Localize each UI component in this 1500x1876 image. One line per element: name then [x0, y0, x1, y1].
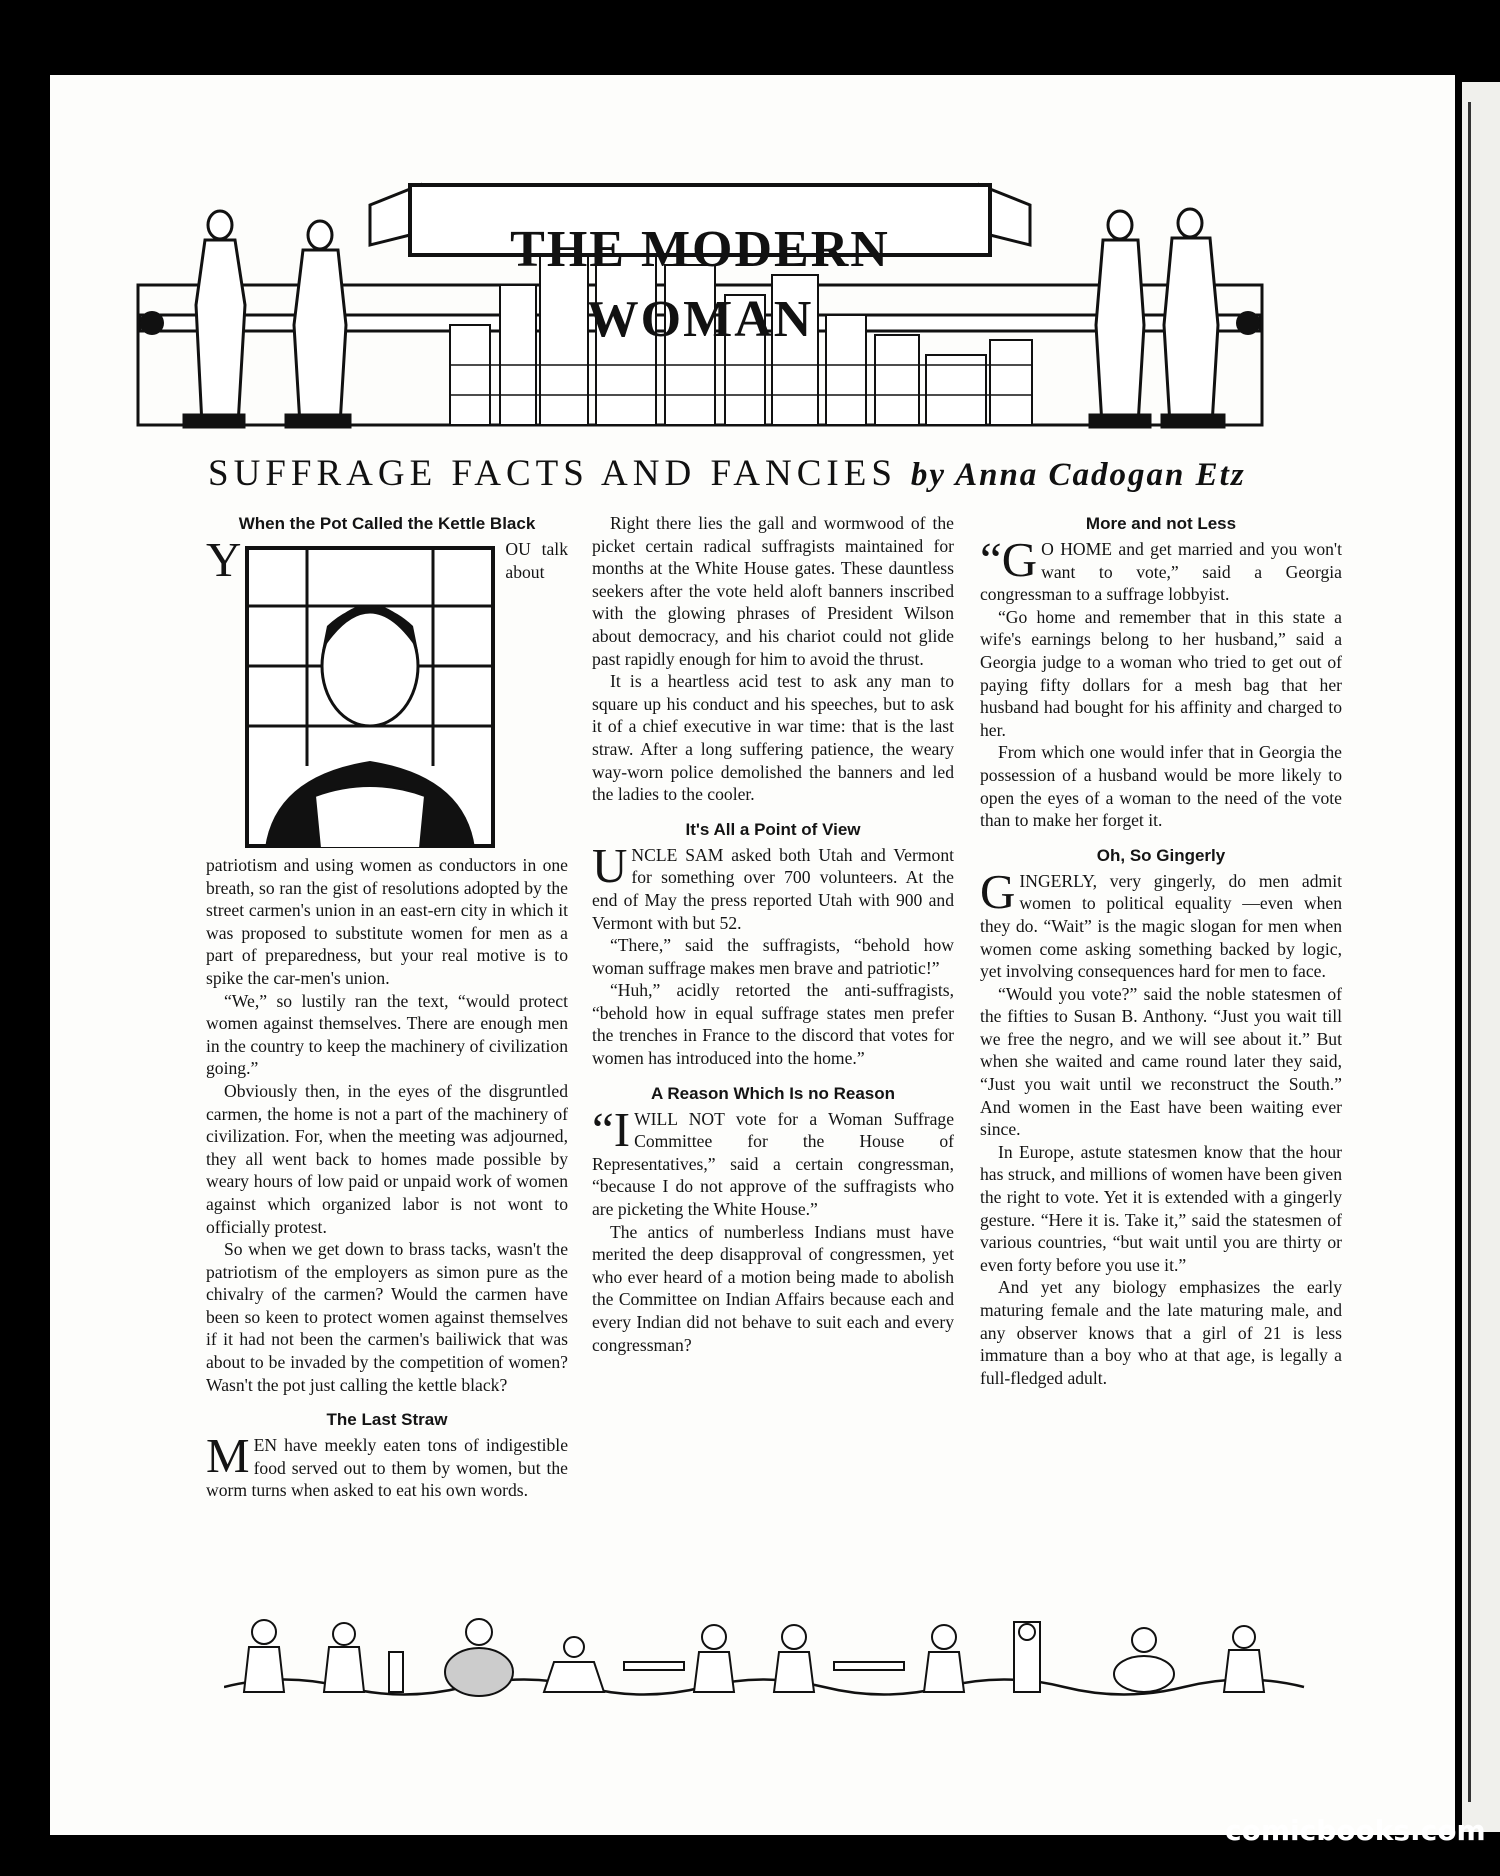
drop-cap: G	[980, 863, 1016, 919]
paragraph: It is a heartless acid test to ask any man to square up his conduct and his speeches, but to ask it of a chief executive in war time: that is the last straw. After a long suffering patience, the weary way-worn police demolished the banners and led the ladies to the cooler.	[592, 671, 954, 805]
paragraph-text: NCLE SAM asked both Utah and Vermont for something over 700 volunteers. At the end of May the press reported Utah with 900 and Vermont with but 52.	[592, 844, 954, 933]
paragraph	[980, 863, 1342, 983]
section-heading: The Last Straw	[326, 1410, 448, 1430]
paragraph: “Go home and remember that in this state a wife's earnings belong to her husband,” said a Georgia judge to a woman who tried to get out of paying fifty dollars for a mesh bag that her husband had bought for his affinity and charged to her.	[980, 606, 1342, 740]
watermark: comicbooks.com	[1225, 1814, 1486, 1847]
drop-cap: M	[206, 1428, 250, 1484]
paragraph: So when we get down to brass tacks, wasn't the patriotism of the employers as simon pure as the chivalry of the carmen? Would the carmen have been so keen to protect women against themselves if it had not been the carmen's bailiwick that was about to be invaded by the competition of women? Wasn't the pot just calling the kettle black?	[206, 1239, 568, 1395]
column-3	[980, 512, 1342, 1389]
section-heading: A Reason Which Is no Reason	[650, 1083, 896, 1103]
masthead-title: THE MODERN WOMAN	[510, 221, 890, 348]
paragraph-text: EN have meekly eaten tons of indigestible food served out to them by women, but the worm turns when asked to eat his own words.	[206, 1435, 568, 1501]
paragraph: Obviously then, in the eyes of the disgruntled carmen, the home is not a part of the machinery of civilization. For, when the meeting was adjourned, they all went back to homes made possible by weary hours of low paid or unpaid work of women against which organized labor is not wont to officially protest.	[206, 1080, 568, 1237]
paragraph: In Europe, astute statesmen know that the hour has struck, and millions of women have been given the right to vote. Yet it is extended with a gingerly gesture. “Here it is. Take it,” said the statesmen of various countries, “but wait until you are thirty or even forty before you use it.”	[980, 1141, 1342, 1275]
paragraph: “Would you vote?” said the noble statesmen of the fifties to Susan B. Anthony. “Just you wait till we free the negro, and we will see about it.” But when she waited and came round later they said, “Just you wait until we reconstruct the South.” And women in the East have been waiting ever since.	[980, 983, 1342, 1140]
byline: by Anna Cadogan Etz	[910, 457, 1246, 493]
paragraph: The antics of numberless Indians must have merited the deep disapproval of congressmen, yet who ever heard of a motion being made to abolish the Committee on Indian Affairs because each and every Indian did not behave to suit each and every congressman?	[592, 1221, 954, 1355]
cartoon-strip-illustration	[224, 1592, 1324, 1702]
section-heading: It's All a Point of View	[685, 819, 861, 839]
paragraph	[206, 1428, 568, 1502]
section-heading: Oh, So Gingerly	[1096, 845, 1226, 865]
column-2	[592, 512, 954, 1356]
article-title	[208, 452, 1348, 502]
paragraph: Right there lies the gall and wormwood of the picket certain radical suffragists maintained for months at the White House gates. These dauntless seekers after the vote held aloft banners inscribed with the glowing phrases of President Wilson about democracy, and his chariot could not glide past rapidly enough for him to avoid the thrust.	[592, 513, 954, 669]
paragraph: From which one would infer that in Georgia the possession of a husband would be more likely to open the eyes of a woman to the need of the vote than to make her forget it.	[980, 742, 1342, 831]
paragraph-text: O HOME and get married and you won't want to vote,” said a Georgia congressman to a suffrage lobbyist.	[980, 539, 1342, 605]
column-1	[206, 512, 568, 1502]
paragraph-text: WILL NOT vote for a Woman Suffrage Committee for the House of Representatives,” said a certain congressman, “because I do not approve of the suffragists who are picketing the White House.”	[592, 1108, 954, 1220]
article-title-text: SUFFRAGE FACTS AND FANCIES	[208, 453, 897, 494]
section-heading: More and not Less	[1085, 514, 1237, 533]
next-page-edge	[1462, 82, 1500, 1832]
drop-cap: U	[592, 837, 628, 893]
paragraph-text: OU talk about patriotism and using women as conductors in one breath, so ran the gist of resolutions adopted by the street carmen's union in an east-ern city in which it was proposed to substitute women for men as a part of preparedness, but your real motive is to spike the car-men's union.	[206, 539, 568, 988]
drop-cap: Y	[206, 532, 242, 587]
paragraph-text: INGERLY, very gingerly, do men admit women to political equality —even when they do. “Wait” is the magic slogan for men when women come asking something backed by logic, yet involving consequences hard for men to face.	[980, 870, 1342, 982]
paragraph: And yet any biology emphasizes the early maturing female and the late maturing male, and any observer knows that a girl of 21 is less immature than a boy who at that age, is legally a full-fledged adult.	[980, 1277, 1342, 1388]
paragraph	[206, 532, 568, 990]
paragraph: “There,” said the suffragists, “behold how woman suffrage makes men brave and patriotic!”	[592, 935, 954, 978]
woman-portrait-illustration	[245, 546, 495, 848]
paragraph	[592, 837, 954, 934]
drop-cap: “I	[592, 1101, 631, 1157]
paragraph	[980, 532, 1342, 606]
paragraph: “We,” so lustily ran the text, “would protect women against themselves. There are enough men in the country to keep the machinery of civilization going.”	[206, 990, 568, 1079]
drop-cap: “G	[980, 532, 1038, 587]
paragraph: “Huh,” acidly retorted the anti-suffragists, “behold how in equal suffrage states men prefer the trenches in France to the discord that votes for women has introduced into the home.”	[592, 980, 954, 1069]
paragraph	[592, 1101, 954, 1221]
section-heading: When the Pot Called the Kettle Black	[238, 514, 536, 533]
